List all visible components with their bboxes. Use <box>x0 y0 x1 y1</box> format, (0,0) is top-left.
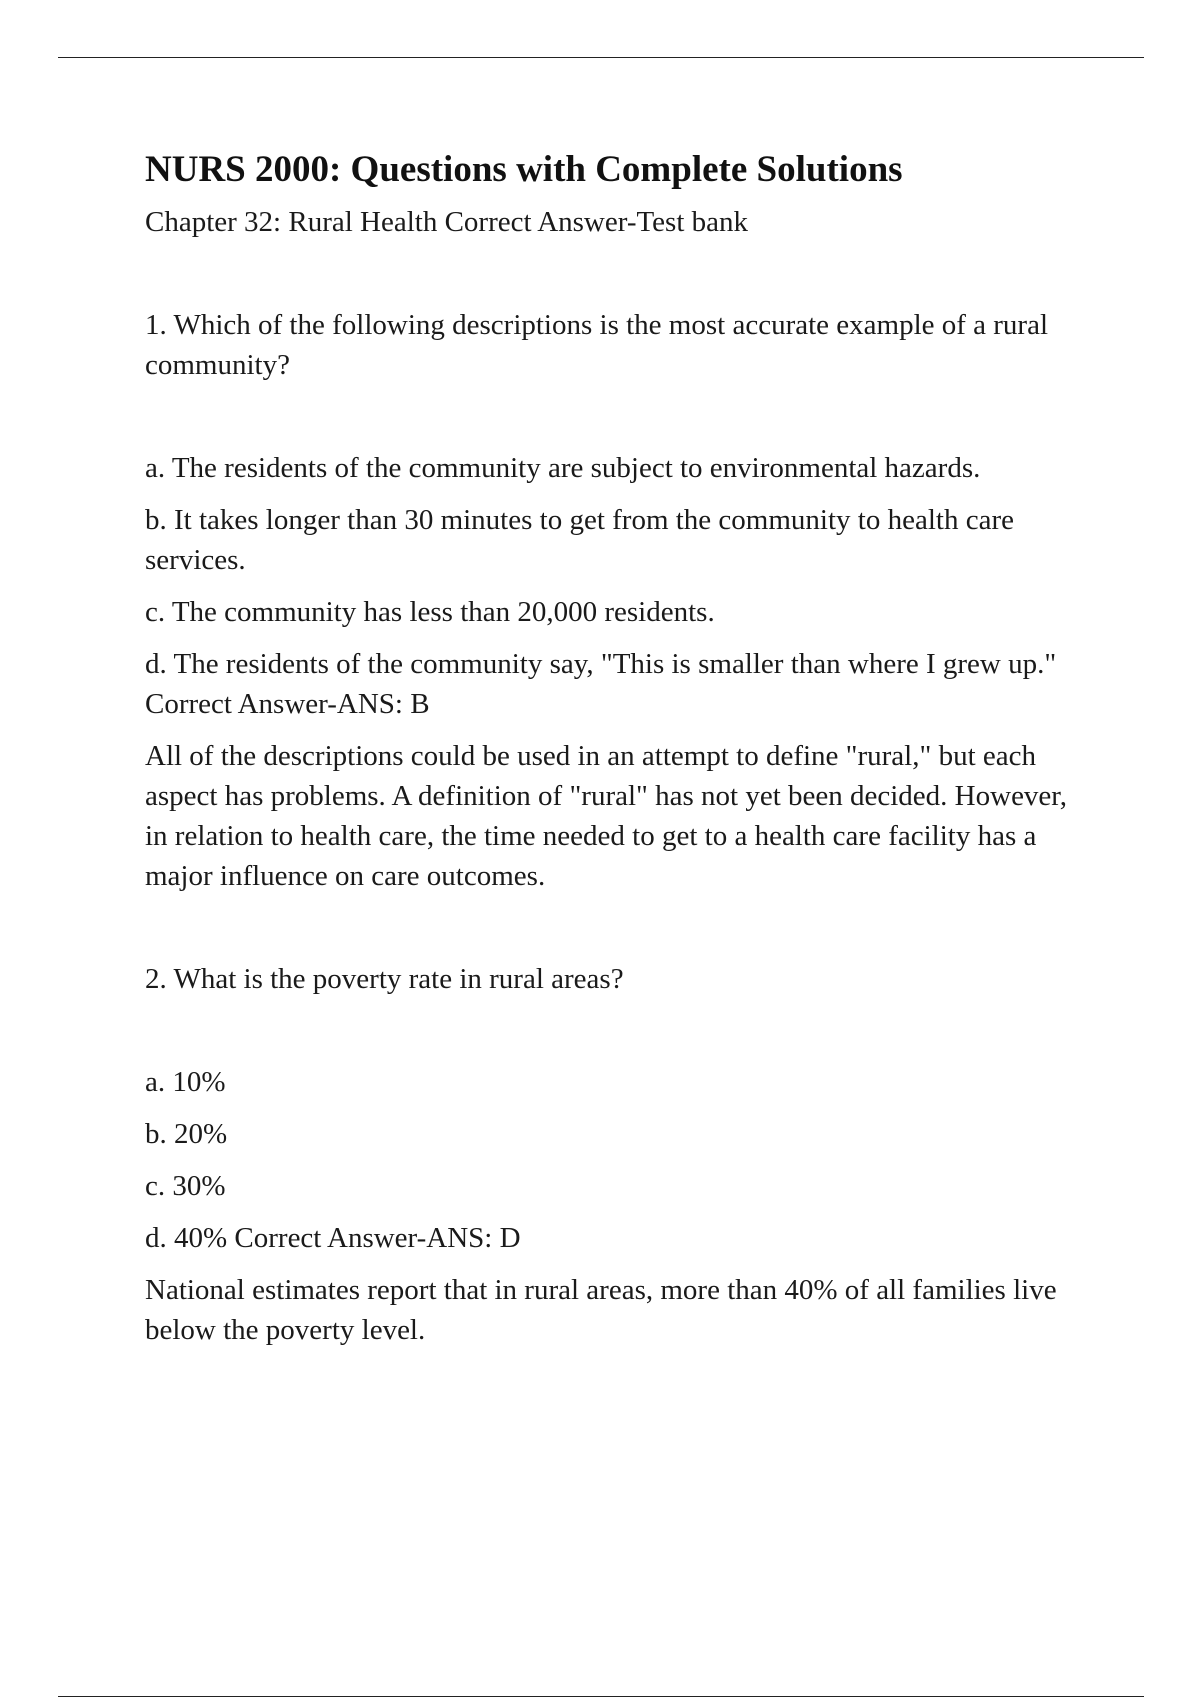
question-2-option-b: b. 20% <box>145 1118 228 1150</box>
document-subtitle: Chapter 32: Rural Health Correct Answer-Test bank <box>145 206 748 238</box>
document-body <box>145 140 1095 1350</box>
bottom-rule <box>58 1696 1144 1697</box>
question-1-explanation: All of the descriptions could be used in an attempt to define "rural," but each aspect has problems. A definition of "rural" has not yet been decided. However, in relation to health care, the time needed to get to a health care facility has a major influence on care outcomes. <box>145 740 1068 892</box>
question-1-option-d: d. The residents of the community say, "This is smaller than where I grew up." Correct Answer-ANS: B <box>145 648 1057 720</box>
question-2-option-c: c. 30% <box>145 1170 226 1202</box>
question-2-text: 2. What is the poverty rate in rural areas? <box>145 963 624 995</box>
question-1-text: 1. Which of the following descriptions is the most accurate example of a rural community? <box>145 309 1049 381</box>
question-1-option-a: a. The residents of the community are subject to environmental hazards. <box>145 452 981 484</box>
question-2-option-d: d. 40% Correct Answer-ANS: D <box>145 1222 521 1254</box>
question-1-option-b: b. It takes longer than 30 minutes to get from the community to health care services. <box>145 504 1014 576</box>
question-1-option-c: c. The community has less than 20,000 residents. <box>145 596 715 628</box>
question-2-explanation: National estimates report that in rural areas, more than 40% of all families live below the poverty level. <box>145 1274 1057 1346</box>
question-2-option-a: a. 10% <box>145 1066 226 1098</box>
top-rule <box>58 57 1144 58</box>
document-title: NURS 2000: Questions with Complete Solutions <box>145 149 903 190</box>
